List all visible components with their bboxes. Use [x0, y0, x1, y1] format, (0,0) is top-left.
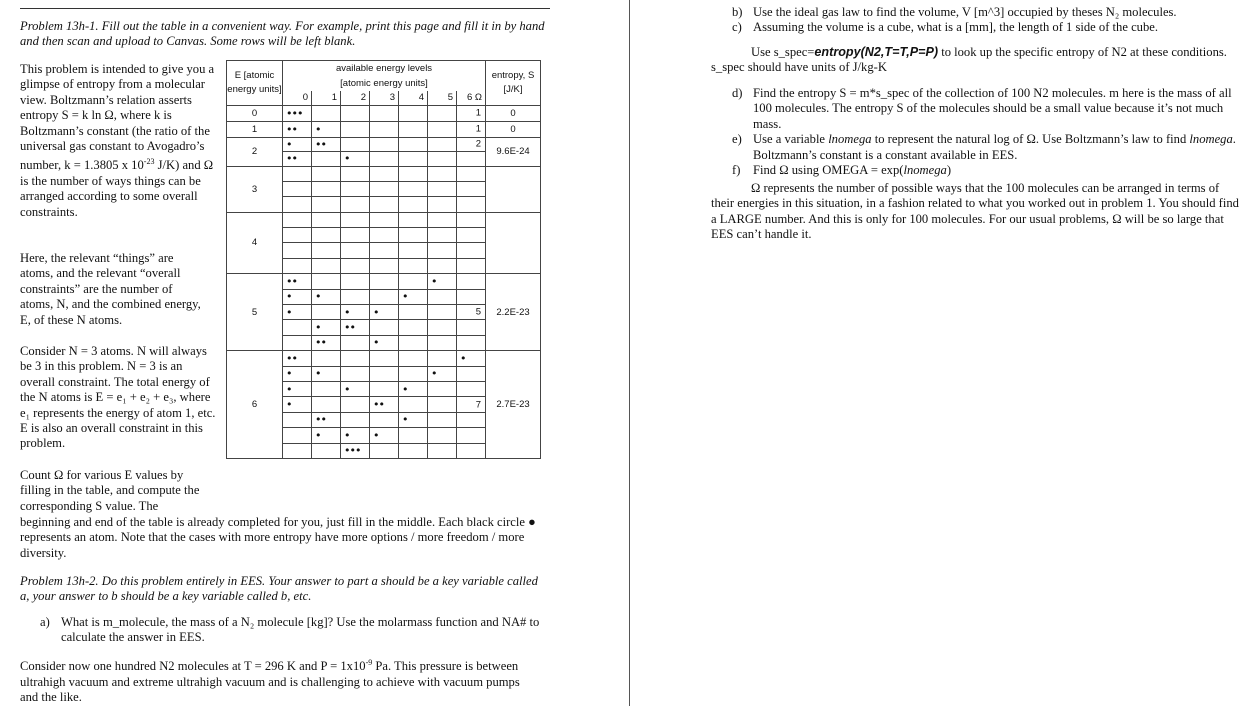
level-6-cell [457, 320, 486, 335]
entropy-value [486, 166, 541, 212]
level-cell [312, 121, 341, 137]
atom-dots: • [315, 122, 321, 136]
omega-value: 1 [475, 123, 481, 135]
level-cell [428, 137, 457, 152]
omega-value: 5 [475, 306, 481, 318]
level-header-3: 3 [370, 91, 399, 105]
omega-paragraph: Ω represents the number of possible ways that the 100 molecules can be arranged in terms of their energies in this situation, in a fashion related to what you worked out in problem 1. You should find a LARGE number. And this is only for 100 molecules. For our usual problems, Ω will be so large that EES can’t handle it. [711, 181, 1239, 242]
level-header-1: 1 [312, 91, 341, 105]
omega-value: 1 [475, 107, 481, 119]
atom-dots: •• [315, 336, 326, 350]
atom-dots: • [286, 305, 292, 319]
level-cell [341, 335, 370, 350]
level-cell [312, 351, 341, 366]
level-cell [283, 181, 312, 196]
level-cell [370, 197, 399, 212]
table-row [227, 351, 541, 366]
things-paragraph: Here, the relevant “things” are atoms, and the relevant “overall constraints” are the number of atoms, N, and the combined energy, E, of these N atoms. [20, 251, 201, 327]
level-cell [428, 197, 457, 212]
level-6-cell [457, 258, 486, 273]
level-6-cell [457, 212, 486, 227]
level-cell [312, 212, 341, 227]
level-6-cell [457, 366, 486, 381]
level-cell [312, 274, 341, 289]
level-cell [399, 397, 428, 412]
level-cell [370, 351, 399, 366]
level-cell [428, 351, 457, 366]
level-cell [428, 212, 457, 227]
level-cell [283, 197, 312, 212]
level-cell [283, 397, 312, 412]
atom-dots: • [344, 382, 350, 396]
level-cell [312, 181, 341, 196]
level-cell [341, 320, 370, 335]
level-cell [428, 121, 457, 137]
level-cell [399, 152, 428, 167]
level-cell [341, 305, 370, 320]
level-cell [341, 258, 370, 273]
problem-1-instructions: Problem 13h-1. Fill out the table in a convenient way. For example, print this page and fill it in by hand and then scan and upload to Canvas. Some rows will be left blank. [20, 19, 545, 49]
atom-dots: • [373, 305, 379, 319]
level-cell [312, 137, 341, 152]
level-cell [370, 212, 399, 227]
level-cell [428, 258, 457, 273]
level-cell [312, 381, 341, 396]
energy-value: 1 [227, 121, 283, 137]
problem-2-title: Problem 13h-2. [20, 574, 99, 588]
level-6-cell [457, 152, 486, 167]
level-6-cell [457, 228, 486, 243]
energy-header: E [atomic energy units] [227, 61, 283, 106]
levels-header-line-2: [atomic energy units] [340, 78, 428, 89]
conditions-paragraph: Consider now one hundred N2 molecules at T = 296 K and $P = 1x10^{-9}$ Pa. This pressure is between ultrahigh vacuum and extreme ultrahigh vacuum and is challenging to achieve with vacuum pumps and the like. [20, 658, 520, 704]
level-cell [283, 152, 312, 167]
atom-dots: •• [315, 413, 326, 427]
atom-dots: • [315, 367, 321, 381]
consider-paragraph: Consider N = 3 atoms. N will always be 3 in this problem. N = 3 is an overall constraint. The total energy of the N atoms is E = e₁ + e₂ + e₃, where e₁ represents the energy of atom 1, etc. E is also an overall constraint in this problem. [20, 344, 216, 451]
level-cell [370, 181, 399, 196]
atom-dots: • [286, 398, 292, 412]
count-paragraph-continued: beginning and end of the table is already completed for you, just fill in the middle. Each black circle ● represents an atom. Note that the cases with more entropy have more options / more freedom / more diversity. [20, 515, 536, 560]
level-cell [399, 443, 428, 458]
level-cell [283, 289, 312, 304]
level-cell [283, 428, 312, 443]
level-6-cell [457, 305, 486, 320]
level-cell [283, 305, 312, 320]
level-cell [399, 105, 428, 121]
level-6-cell [457, 412, 486, 427]
level-cell [399, 137, 428, 152]
level-6-cell [457, 289, 486, 304]
table-row [227, 105, 541, 121]
atom-dots: • [460, 351, 466, 365]
level-cell [283, 137, 312, 152]
ees-entropy-call: entropy(N2,T=T,P=P) [814, 45, 939, 59]
entropy-table [226, 60, 541, 459]
entropy-value: 0 [486, 105, 541, 121]
level-cell [312, 443, 341, 458]
problem-1-title: Problem 13h-1. [20, 19, 99, 33]
level-cell [312, 305, 341, 320]
omega-value: 7 [475, 399, 481, 411]
level-cell [399, 212, 428, 227]
questions-b-c [732, 5, 1237, 36]
question-d: d) Find the entropy S = m*s_spec of the collection of 100 N2 molecules. m here is the mass of all 100 molecules. The entropy S of the molecules should be a small value because it’s not much mass. [732, 86, 1232, 131]
level-cell [370, 258, 399, 273]
atom-dots: • [286, 382, 292, 396]
atom-dots: • [373, 428, 379, 442]
atom-dots: • [286, 367, 292, 381]
level-cell [341, 105, 370, 121]
level-cell [312, 366, 341, 381]
level-cell [428, 289, 457, 304]
level-cell [283, 258, 312, 273]
level-cell [341, 228, 370, 243]
level-cell [341, 443, 370, 458]
level-cell [341, 152, 370, 167]
level-cell [283, 320, 312, 335]
atom-dots: •• [286, 351, 297, 365]
level-cell [428, 381, 457, 396]
table-row [227, 274, 541, 289]
energy-value: 5 [227, 274, 283, 351]
level-cell [399, 243, 428, 258]
atom-dots: • [402, 290, 408, 304]
level-cell [428, 228, 457, 243]
level-cell [370, 121, 399, 137]
level-header-4: 4 [399, 91, 428, 105]
level-6-cell [457, 397, 486, 412]
level-6-cell [457, 137, 486, 152]
level-cell [312, 105, 341, 121]
level-cell [283, 228, 312, 243]
level-cell [341, 181, 370, 196]
entropy-value: 9.6E-24 [486, 137, 541, 166]
level-cell [341, 243, 370, 258]
level-cell [341, 166, 370, 181]
atom-dots: • [315, 428, 321, 442]
atom-dots: • [431, 367, 437, 381]
level-cell [399, 381, 428, 396]
level-cell [428, 305, 457, 320]
questions-d-f [732, 86, 1240, 178]
top-rule [20, 8, 550, 9]
table-row [227, 166, 541, 181]
entropy-value [486, 212, 541, 274]
level-cell [370, 366, 399, 381]
level-6-cell [457, 166, 486, 181]
atom-dots: • [286, 137, 292, 151]
problem-2-instructions: Problem 13h-2. Do this problem entirely in EES. Your answer to part a should be a key variable called a, your answer to b should be a key variable called b, etc. [20, 574, 538, 604]
level-cell [341, 351, 370, 366]
level-6-cell [457, 197, 486, 212]
level-cell [283, 366, 312, 381]
atom-dots: • [344, 428, 350, 442]
level-cell [283, 166, 312, 181]
question-f: f) Find Ω using OMEGA = exp(lnomega) [732, 163, 952, 178]
table-row [227, 137, 541, 152]
level-cell [428, 366, 457, 381]
atom-dots: • [373, 336, 379, 350]
level-cell [399, 289, 428, 304]
level-cell [341, 381, 370, 396]
level-cell [370, 381, 399, 396]
level-cell [370, 228, 399, 243]
level-cell [399, 351, 428, 366]
level-cell [312, 258, 341, 273]
level-cell [370, 397, 399, 412]
level-header-5: 5 [428, 91, 457, 105]
level-cell [341, 289, 370, 304]
level-cell [399, 121, 428, 137]
level-6-cell [457, 335, 486, 350]
level-cell [283, 274, 312, 289]
level-cell [370, 166, 399, 181]
energy-value: 4 [227, 212, 283, 274]
level-6-cell [457, 181, 486, 196]
level-cell [370, 443, 399, 458]
level-6-cell [457, 443, 486, 458]
level-cell [370, 289, 399, 304]
atom-dots: •• [373, 398, 384, 412]
atom-dots: ••• [286, 106, 303, 120]
level-cell [341, 397, 370, 412]
level-cell [283, 212, 312, 227]
level-cell [399, 305, 428, 320]
spec-paragraph: Use s_spec=entropy(N2,T=T,P=P) to look up the specific entropy of N2 at these conditions. s_spec should have units of J/kg-K [711, 45, 1227, 75]
column-divider [629, 0, 630, 706]
level-cell [428, 105, 457, 121]
atom-dots: • [431, 274, 437, 288]
atom-dots: • [315, 321, 321, 335]
level-cell [399, 366, 428, 381]
entropy-value: 2.7E-23 [486, 351, 541, 459]
level-cell [370, 428, 399, 443]
level-cell [428, 320, 457, 335]
level-cell [428, 412, 457, 427]
level-cell [341, 274, 370, 289]
level-cell [283, 443, 312, 458]
question-e: e) Use a variable lnomega to represent the natural log of Ω. Use Boltzmann’s law to find lnomega. Boltzmann’s constant is a constant available in EES. [732, 132, 1236, 162]
level-cell [341, 121, 370, 137]
level-cell [370, 137, 399, 152]
level-cell [312, 289, 341, 304]
question-c: c) Assuming the volume is a cube, what is a [mm], the length of 1 side of the cube. [732, 20, 1159, 35]
table-row [227, 121, 541, 137]
table-row [227, 212, 541, 227]
level-cell [428, 181, 457, 196]
level-cell [312, 152, 341, 167]
level-cell [428, 443, 457, 458]
level-cell [283, 351, 312, 366]
level-cell [399, 258, 428, 273]
levels-header-line-1: available energy levels [335, 63, 433, 74]
atom-dots: • [315, 290, 321, 304]
level-cell [341, 197, 370, 212]
atom-dots: •• [315, 137, 326, 151]
level-cell [312, 243, 341, 258]
energy-value: 0 [227, 105, 283, 121]
level-cell [399, 274, 428, 289]
level-cell [428, 243, 457, 258]
question-b: b) Use the ideal gas law to find the volume, V [m^3] occupied by theses N₂ molecules. [732, 5, 1177, 19]
level-cell [283, 121, 312, 137]
level-header-2: 2 [341, 91, 370, 105]
atom-dots: •• [286, 152, 297, 166]
energy-value: 2 [227, 137, 283, 166]
level-cell [428, 152, 457, 167]
level-6-cell [457, 105, 486, 121]
level-6-cell [457, 121, 486, 137]
atom-dots: • [402, 382, 408, 396]
level-cell [370, 335, 399, 350]
level-cell [312, 166, 341, 181]
level-cell [399, 228, 428, 243]
level-cell [370, 152, 399, 167]
atom-dots: • [402, 413, 408, 427]
level-header-6: 6 Ω [457, 91, 486, 105]
atom-dots: ••• [344, 444, 361, 458]
level-6-cell [457, 351, 486, 366]
count-paragraph: Count Ω for various E values by filling in the table, and compute the corresponding S value. The [20, 468, 200, 513]
level-cell [312, 412, 341, 427]
level-cell [399, 320, 428, 335]
omega-value: 2 [475, 138, 481, 150]
level-6-cell [457, 428, 486, 443]
level-cell [341, 366, 370, 381]
level-cell [428, 274, 457, 289]
level-cell [428, 335, 457, 350]
energy-value: 3 [227, 166, 283, 212]
level-cell [370, 412, 399, 427]
level-header-0: 0 [283, 91, 312, 105]
level-cell [283, 412, 312, 427]
level-cell [370, 305, 399, 320]
level-cell [312, 428, 341, 443]
level-6-cell [457, 274, 486, 289]
level-cell [283, 335, 312, 350]
level-cell [283, 381, 312, 396]
level-cell [370, 274, 399, 289]
level-cell [312, 228, 341, 243]
question-a: a) What is m_molecule, the mass of a N₂ molecule [kg]? Use the molarmass function and NA# to calculate the answer in EES. [40, 615, 540, 645]
level-cell [312, 335, 341, 350]
level-cell [399, 181, 428, 196]
atom-dots: • [344, 305, 350, 319]
level-cell [399, 197, 428, 212]
level-cell [428, 428, 457, 443]
level-cell [399, 412, 428, 427]
energy-value: 6 [227, 351, 283, 459]
level-cell [399, 335, 428, 350]
level-cell [370, 105, 399, 121]
atom-dots: • [286, 290, 292, 304]
level-cell [312, 397, 341, 412]
entropy-value: 0 [486, 121, 541, 137]
level-cell [283, 105, 312, 121]
level-cell [283, 243, 312, 258]
level-cell [399, 428, 428, 443]
level-cell [312, 320, 341, 335]
level-6-cell [457, 243, 486, 258]
level-cell [341, 137, 370, 152]
level-cell [312, 197, 341, 212]
level-cell [399, 166, 428, 181]
intro-paragraph: This problem is intended to give you a glimpse of entropy from a molecular view. Boltzmann’s relation asserts entropy S = k ln Ω, where k is Boltzmann’s constant (the ratio of the universal gas constant to Avogadro’s number, k = 1.3805 x $10^{-23}$ J/K) and Ω is the number of ways things can be arranged according to some overall constraints. [20, 62, 215, 219]
atom-dots: •• [344, 321, 355, 335]
level-cell [341, 428, 370, 443]
level-cell [370, 243, 399, 258]
entropy-header: entropy, S [J/K] [486, 61, 541, 106]
levels-header [283, 61, 486, 92]
level-cell [428, 397, 457, 412]
level-cell [341, 212, 370, 227]
level-cell [370, 320, 399, 335]
atom-dots: •• [286, 122, 297, 136]
level-6-cell [457, 381, 486, 396]
entropy-value: 2.2E-23 [486, 274, 541, 351]
atom-dots: • [344, 152, 350, 166]
level-cell [341, 412, 370, 427]
level-cell [428, 166, 457, 181]
atom-dots: •• [286, 274, 297, 288]
